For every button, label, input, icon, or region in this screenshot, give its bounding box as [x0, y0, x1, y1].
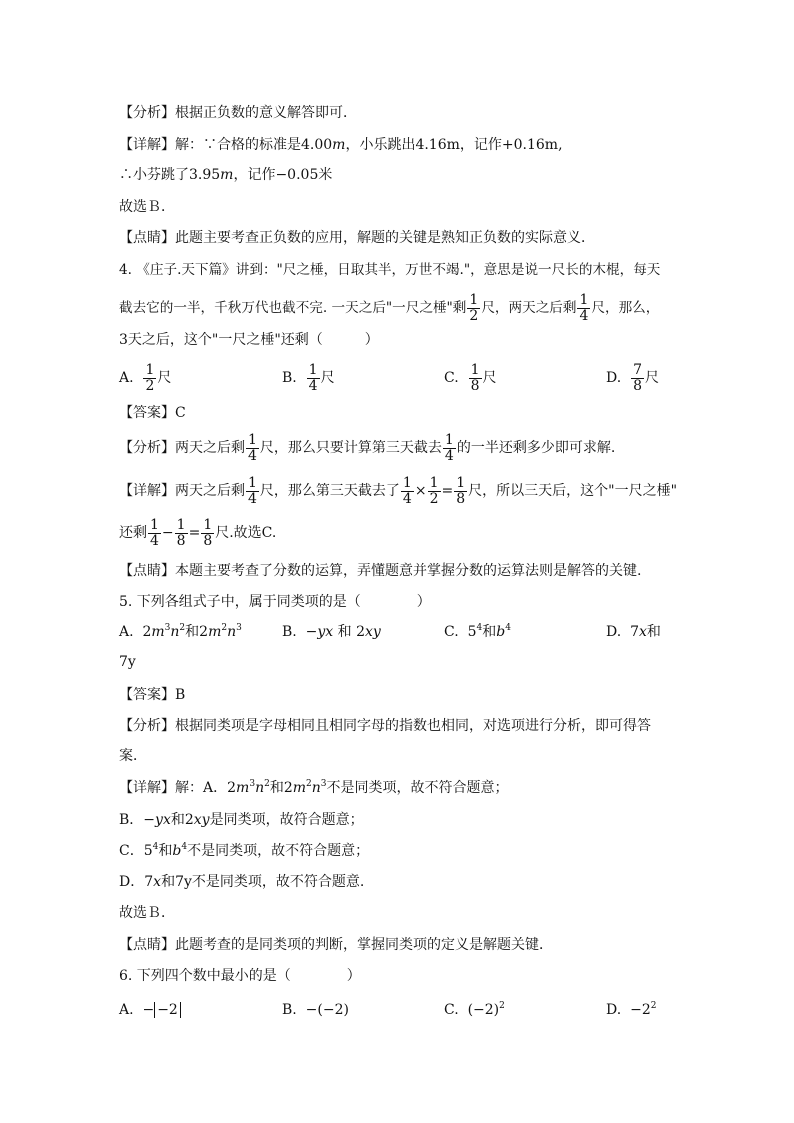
q4-option-a: A. $\frac{1}{2}$ 尺	[119, 361, 172, 394]
q3-detail-line2: ∴小芬跳了3.95m，记作−0.05米	[119, 167, 333, 183]
fraction-one-quarter: $\frac{1}{4}$	[248, 431, 257, 464]
q6-option-a: A. − −2	[119, 1000, 181, 1020]
q4-option-c: C. $\frac{1}{8}$ 尺	[444, 361, 497, 394]
fraction-one-eighth: $\frac{1}{8}$	[456, 474, 466, 507]
q4-answer: 【答案】C	[119, 405, 186, 421]
q5-detail-b: B．−yx和2xy是同类项，故符合题意；	[119, 812, 364, 828]
fraction-one-quarter: $\frac{1}{4}$	[308, 361, 318, 394]
q5-option-a: A. $2m^3n^2$和$2m^2n^3$	[119, 623, 242, 640]
fraction-one-half: $\frac{1}{2}$	[429, 474, 439, 507]
q5-analysis-line1: 【分析】根据同类项是字母相同且相同字母的指数也相同，对选项进行分析，即可得答	[119, 718, 651, 734]
q4-detail: 【详解】两天之后剩 $\frac{1}{4}$ 尺，那么第三天截去了 $\frac{1}{4}$ × $\frac{1}{2}$ = $\frac{1}{8}$ 尺，所以三天后，这个"一尺之棰"	[119, 474, 678, 507]
fraction-one-half: $\frac{1}{2}$	[145, 361, 155, 394]
q3-comment: 【点睛】此题主要考查正负数的应用，解题的关键是熟知正负数的实际意义．	[119, 230, 595, 246]
fraction-one-quarter: $\frac{1}{4}$	[444, 431, 454, 464]
q6-option-c: C. $(-2)^2$	[444, 1001, 505, 1018]
q4-comment: 【点睛】本题主要考查了分数的运算，弄懂题意并掌握分数的运算法则是解答的关键.	[119, 563, 642, 579]
q5-option-d-wrap: 7y	[119, 654, 136, 670]
q4-stem-line1: 4. 《庄子.天下篇》讲到："尺之棰，日取其半，万世不竭."，意思是说一尺长的木棍，每天	[119, 262, 661, 278]
fraction-seven-eighths: $\frac{7}{8}$	[633, 361, 643, 394]
q5-detail-d: D．7x和7y不是同类项，故不符合题意.	[119, 874, 365, 890]
q4-option-d: D. $\frac{7}{8}$ 尺	[606, 361, 660, 394]
q5-detail-c: C．$5^4$和$b^4$不是同类项，故不符合题意；	[119, 842, 370, 859]
q5-answer: 【答案】B	[119, 687, 186, 703]
q4-stem-line3: 3天之后，这个"一尺之棰"还剩（ ）	[119, 332, 379, 348]
q5-option-c: C. $5^4$和$b^4$	[444, 623, 511, 640]
q6-stem: 6. 下列四个数中最小的是（ ）	[119, 968, 361, 984]
fraction-one-eighth: $\frac{1}{8}$	[470, 361, 480, 394]
q5-comment: 【点睛】此题考查的是同类项的判断，掌握同类项的定义是解题关键．	[119, 937, 553, 953]
q6-option-b: B. −(−2)	[282, 1002, 349, 1018]
q4-option-b: B. $\frac{1}{4}$ 尺	[282, 361, 335, 394]
q3-analysis: 【分析】根据正负数的意义解答即可．	[119, 105, 357, 121]
q4-analysis: 【分析】两天之后剩 $\frac{1}{4}$ 尺，那么只要计算第三天截去 $\frac{1}{4}$ 的一半还剩多少即可求解.	[119, 431, 616, 464]
fraction-one-quarter: $\frac{1}{4}$	[248, 474, 257, 507]
q4-remainder: 还剩 $\frac{1}{4}$ − $\frac{1}{8}$ = $\frac{1}{8}$ 尺.故选C.	[119, 516, 277, 549]
q3-choice: 故选Ｂ．	[119, 199, 175, 215]
q5-option-d: D. 7x和	[606, 624, 661, 640]
fraction-one-half: $\frac{1}{2}$	[469, 292, 479, 324]
q5-analysis-line2: 案．	[119, 748, 147, 764]
q6-option-d: D. $-2^2$	[606, 1001, 657, 1018]
fraction-one-quarter: $\frac{1}{4}$	[150, 516, 159, 549]
q5-detail-a: 【详解】解：A．$2m^3n^2$和$2m^2n^3$不是同类项，故不符合题意；	[119, 779, 509, 796]
q5-option-b: B. −yx 和 2xy	[282, 624, 381, 640]
fraction-one-eighth: $\frac{1}{8}$	[176, 516, 186, 549]
q4-stem-line2: 截去它的一半，千秋万代也截不完. 一天之后"一尺之棰"剩 $\frac{1}{2}$ 尺，两天之后剩 $\frac{1}{4}$ 尺，那么，	[119, 292, 660, 324]
fraction-one-quarter: $\frac{1}{4}$	[579, 292, 589, 324]
q5-choice: 故选Ｂ．	[119, 905, 175, 921]
fraction-one-eighth: $\frac{1}{8}$	[203, 516, 213, 549]
q3-detail: 【详解】解：∵合格的标准是4.00m，小乐跳出4.16m，记作+0.16m,	[119, 137, 563, 153]
q5-stem: 5. 下列各组式子中，属于同类项的是（ ）	[119, 594, 431, 610]
fraction-one-quarter: $\frac{1}{4}$	[402, 474, 412, 507]
